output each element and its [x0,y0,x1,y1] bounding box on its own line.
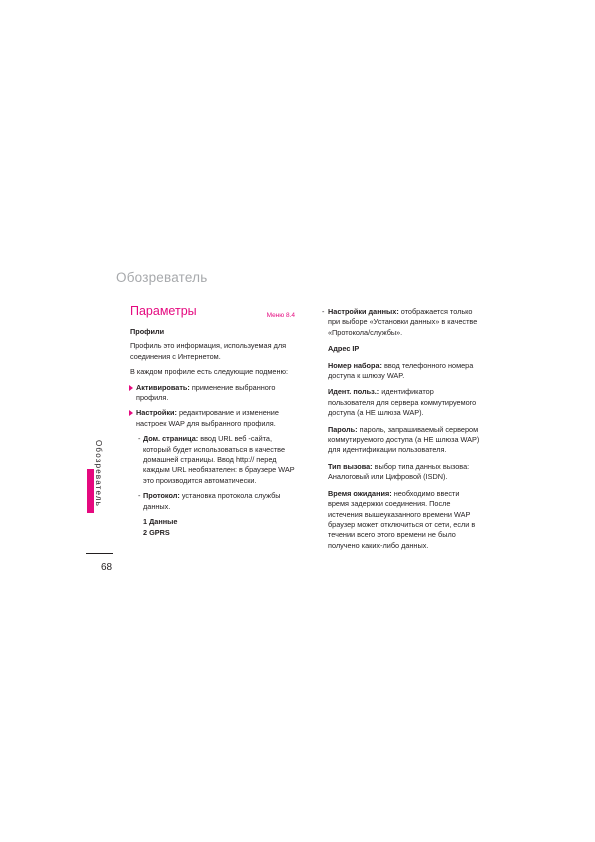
dash-item-homepage [130,434,300,486]
item-timeout [322,489,482,551]
item-term: Время ожидания: [328,488,392,498]
bullet-text: редактирование и изменение настроек WAP для выбранного профиля. [136,408,279,428]
bullet-text: применение выбранного профиля. [136,382,276,403]
left-column [130,306,300,538]
dash-text: установка протокола службы данных. [143,491,281,511]
dash-marker: - [138,434,141,444]
item-text: необходимо ввести время задержки соединения. После истечения вышеуказанного времени WAP браузер может отключиться от сети, если в течении всего этого времени не было получено каких-либо данных. [328,488,476,550]
item-text: ввод телефонного номера доступа к шлюзу WAP. [328,360,474,381]
bullet-term: Активировать: [136,382,190,392]
item-text: пароль, запрашиваемый сервером коммутируемого доступа (а НЕ шлюза WAP) для идентификации пользователя. [328,424,480,455]
paragraph-profile-definition: Профиль это информация, используемая для соединения с Интернетом. [130,341,287,361]
item-term: Тип вызова: [328,461,373,471]
section-title: Параметры [130,304,197,318]
item-call-type [322,462,482,483]
dash-text: ввод URL веб -сайта, который будет использоваться в качестве домашней страницы. Ввод http:// перед каждым URL необязателен: в браузере WAP это производится автоматически. [143,434,295,485]
item-term: Номер набора: [328,360,382,370]
side-tab-label: Обозреватель [94,440,103,508]
item-password [322,425,482,456]
subheading-profiles: Профили [130,327,165,336]
section-header [130,306,300,324]
dash-term: Протокол: [143,491,180,501]
paragraph-submenu-intro: В каждом профиле есть следующие подменю: [130,367,288,377]
item-data-settings [322,307,482,338]
dash-marker: - [138,491,141,501]
bullet-item-settings [130,408,300,429]
item-term: Настройки данных: [328,307,399,316]
item-user-id [322,387,482,418]
option-gprs: 2 GPRS [143,527,170,537]
side-tab-marker [87,469,94,513]
item-text: отображается только при выборе «Установки данных» в качестве «Протокола/службы». [328,307,478,337]
item-text: идентификатор пользователя для сервера коммутируемого доступа (а НЕ шлюза WAP). [328,387,477,418]
bullet-term: Настройки: [136,408,177,418]
dash-marker: - [322,307,325,316]
subheading-ip-address: Адрес IP [328,344,360,354]
triangle-bullet-icon [129,385,133,391]
item-dial-number [322,361,482,382]
item-term: Идент. польз.: [328,387,380,397]
right-column [322,307,482,557]
page-number: 68 [101,562,113,573]
chapter-title: Обозреватель [116,270,208,285]
dash-term: Дом. страница: [143,434,199,444]
item-term: Пароль: [328,424,358,434]
triangle-bullet-icon [129,410,133,416]
dash-item-protocol [130,491,300,512]
option-data: 1 Данные [143,517,178,527]
item-text: выбор типа данных вызова: Аналоговый или Цифровой (ISDN). [328,461,470,482]
bullet-item-activate [130,383,300,404]
menu-reference: Меню 8.4 [266,312,295,319]
page-number-divider [86,553,113,554]
